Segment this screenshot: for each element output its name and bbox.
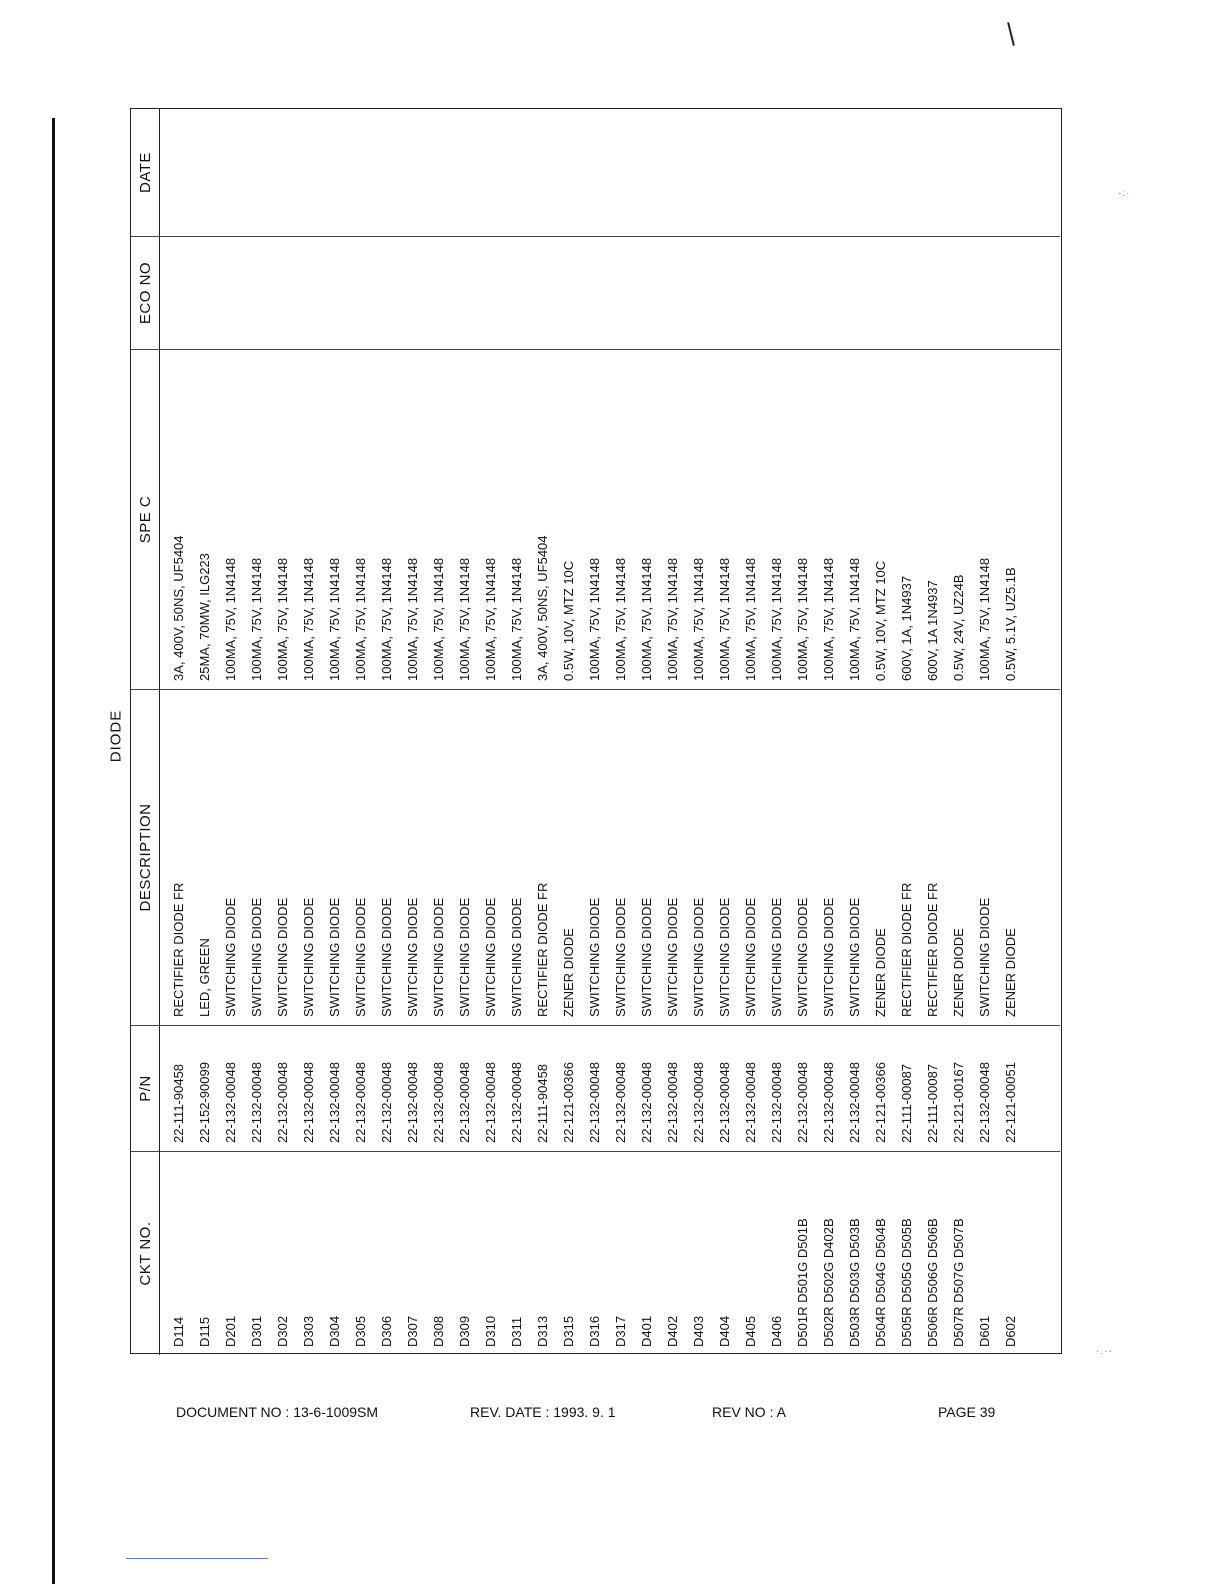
cell-ckt-no: D403 [691,1315,706,1347]
cell-description: SWITCHING DIODE [821,897,836,1017]
scan-speck: ·:· [1118,188,1131,199]
cell-ckt-no: D114 [171,1316,186,1347]
cell-ckt-no: D401 [639,1315,654,1347]
cell-pn: 22-111-90458 [171,1063,186,1143]
cell-spec: 600V, 1A, 1N4937 [899,575,914,681]
cell-description: SWITCHING DIODE [977,897,992,1017]
cell-spec: 100MA, 75V, 1N4148 [509,557,524,681]
cell-description: SWITCHING DIODE [431,897,446,1017]
table-header-row [131,109,160,1355]
cell-pn: 22-132-00048 [795,1062,810,1143]
cell-ckt-no: D115 [197,1316,212,1347]
cell-description: RECTIFIER DIODE FR [925,882,940,1017]
cell-description: SWITCHING DIODE [405,897,420,1017]
cell-pn: 22-132-00048 [275,1062,290,1143]
cell-ckt-no: D304 [327,1315,342,1347]
cell-ckt-no: D602 [1003,1315,1018,1347]
cell-pn: 22-132-00048 [639,1062,654,1143]
header-ckt-no: CKT NO. [131,1151,159,1355]
cell-spec: 100MA, 75V, 1N4148 [301,557,316,681]
cell-pn: 22-152-90099 [197,1062,212,1143]
cell-pn: 22-132-00048 [483,1062,498,1143]
cell-pn: 22-132-00048 [379,1062,394,1143]
cell-description: RECTIFIER DIODE FR [171,882,186,1017]
cell-spec: 600V, 1A 1N4937 [925,580,940,681]
cell-ckt-no: D316 [587,1315,602,1347]
header-eco-no: ECO NO [131,236,159,349]
cell-description: LED, GREEN [197,938,212,1017]
header-date: DATE [136,152,154,193]
cell-description: SWITCHING DIODE [613,897,628,1017]
cell-spec: 3A, 400V, 50NS, UF5404 [171,535,186,681]
cell-spec: 0.5W, 24V, UZ24B [951,574,966,681]
cell-spec: 100MA, 75V, 1N4148 [769,557,784,681]
cell-description: SWITCHING DIODE [769,897,784,1017]
cell-ckt-no: D317 [613,1315,628,1347]
column-eco-no [160,236,1060,349]
cell-ckt-no: D307 [405,1315,420,1347]
cell-spec: 100MA, 75V, 1N4148 [613,557,628,681]
cell-description: SWITCHING DIODE [639,897,654,1017]
cell-pn: 22-132-00048 [587,1062,602,1143]
cell-spec: 100MA, 75V, 1N4148 [405,557,420,681]
cell-description: SWITCHING DIODE [847,897,862,1017]
cell-pn: 22-132-00048 [691,1062,706,1143]
cell-pn: 22-132-00048 [613,1062,628,1143]
cell-ckt-no: D308 [431,1315,446,1347]
pen-mark [1007,22,1015,46]
cell-spec: 100MA, 75V, 1N4148 [431,557,446,681]
cell-ckt-no: D601 [977,1315,992,1347]
cell-pn: 22-132-00048 [769,1062,784,1143]
cell-pn: 22-132-00048 [223,1062,238,1143]
cell-ckt-no: D405 [743,1315,758,1347]
cell-ckt-no: D301 [249,1315,264,1347]
cell-pn: 22-132-00048 [457,1062,472,1143]
cell-ckt-no: D504R D504G D504B [873,1218,888,1347]
cell-ckt-no: D303 [301,1315,316,1347]
cell-description: SWITCHING DIODE [223,897,238,1017]
cell-ckt-no: D505R D505G D505B [899,1218,914,1347]
cell-spec: 100MA, 75V, 1N4148 [717,557,732,681]
cell-pn: 22-132-00048 [821,1062,836,1143]
cell-description: SWITCHING DIODE [587,897,602,1017]
underline-mark [126,1558,268,1559]
cell-pn: 22-121-00167 [951,1062,966,1143]
cell-spec: 100MA, 75V, 1N4148 [483,557,498,681]
cell-pn: 22-132-00048 [665,1062,680,1143]
scan-speck: ·.·‐ [1096,1346,1113,1357]
cell-pn: 22-132-00048 [249,1062,264,1143]
binding-edge-line [52,118,55,1584]
column-ckt-no [160,1151,1060,1355]
cell-description: SWITCHING DIODE [483,897,498,1017]
cell-description: SWITCHING DIODE [327,897,342,1017]
cell-ckt-no: D311 [509,1316,524,1347]
cell-ckt-no: D315 [561,1315,576,1347]
cell-spec: 0.5W, 10V, MTZ 10C [873,560,888,681]
cell-spec: 100MA, 75V, 1N4148 [379,557,394,681]
cell-description: SWITCHING DIODE [743,897,758,1017]
section-title: DIODE [107,709,125,763]
cell-ckt-no: D302 [275,1315,290,1347]
cell-spec: 100MA, 75V, 1N4148 [691,557,706,681]
cell-pn: 22-121-00366 [873,1062,888,1143]
cell-description: ZENER DIODE [561,928,576,1017]
cell-description: SWITCHING DIODE [509,897,524,1017]
cell-description: ZENER DIODE [1003,928,1018,1017]
revision-date: REV. DATE : 1993. 9. 1 [470,1404,616,1420]
column-date [160,109,1060,236]
column-spec [160,349,1060,689]
cell-ckt-no: D201 [223,1315,238,1347]
column-description [160,689,1060,1025]
cell-description: SWITCHING DIODE [795,897,810,1017]
cell-pn: 22-132-00048 [509,1062,524,1143]
header-spec: SPE C [131,349,159,689]
cell-pn: 22-132-00048 [431,1062,446,1143]
cell-spec: 3A, 400V, 50NS, UF5404 [535,535,550,681]
cell-pn: 22-121-00366 [561,1062,576,1143]
header-description: DESCRIPTION [131,689,159,1025]
cell-pn: 22-121-00051 [1003,1062,1018,1143]
cell-spec: 0.5W, 5.1V, UZ5.1B [1003,567,1018,681]
rotated-table-content [131,109,1063,1355]
cell-pn: 22-132-00048 [977,1062,992,1143]
parts-table [130,108,1062,1354]
cell-spec: 100MA, 75V, 1N4148 [821,557,836,681]
cell-ckt-no: D503R D503G D503B [847,1218,862,1347]
cell-pn: 22-111-00087 [899,1063,914,1143]
cell-pn: 22-132-00048 [847,1062,862,1143]
cell-description: ZENER DIODE [951,928,966,1017]
header-pn: P/N [131,1025,159,1151]
cell-description: SWITCHING DIODE [301,897,316,1017]
cell-description: SWITCHING DIODE [353,897,368,1017]
cell-pn: 22-132-00048 [327,1062,342,1143]
cell-description: SWITCHING DIODE [379,897,394,1017]
cell-spec: 100MA, 75V, 1N4148 [977,557,992,681]
cell-spec: 100MA, 75V, 1N4148 [795,557,810,681]
cell-pn: 22-132-00048 [405,1062,420,1143]
cell-spec: 100MA, 75V, 1N4148 [353,557,368,681]
cell-description: SWITCHING DIODE [249,897,264,1017]
cell-description: SWITCHING DIODE [457,897,472,1017]
cell-spec: 100MA, 75V, 1N4148 [847,557,862,681]
cell-ckt-no: D306 [379,1315,394,1347]
cell-description: SWITCHING DIODE [717,897,732,1017]
cell-pn: 22-132-00048 [717,1062,732,1143]
cell-ckt-no: D406 [769,1315,784,1347]
cell-ckt-no: D313 [535,1315,550,1347]
cell-description: RECTIFIER DIODE FR [535,882,550,1017]
page-number: PAGE 39 [938,1404,996,1420]
cell-pn: 22-132-00048 [301,1062,316,1143]
cell-spec: 100MA, 75V, 1N4148 [587,557,602,681]
cell-ckt-no: D404 [717,1315,732,1347]
cell-ckt-no: D502R D502G D402B [821,1218,836,1347]
cell-spec: 100MA, 75V, 1N4148 [327,557,342,681]
cell-description: SWITCHING DIODE [665,897,680,1017]
cell-spec: 100MA, 75V, 1N4148 [275,557,290,681]
cell-description: ZENER DIODE [873,928,888,1017]
cell-spec: 100MA, 75V, 1N4148 [743,557,758,681]
cell-spec: 100MA, 75V, 1N4148 [639,557,654,681]
cell-description: SWITCHING DIODE [275,897,290,1017]
cell-spec: 100MA, 75V, 1N4148 [223,557,238,681]
cell-ckt-no: D501R D501G D501B [795,1218,810,1347]
revision-number: REV NO : A [712,1404,786,1420]
cell-ckt-no: D309 [457,1315,472,1347]
cell-pn: 22-132-00048 [743,1062,758,1143]
document-number: DOCUMENT NO : 13-6-1009SM [176,1404,379,1420]
cell-pn: 22-111-90458 [535,1063,550,1143]
cell-ckt-no: D305 [353,1315,368,1347]
cell-spec: 100MA, 75V, 1N4148 [249,557,264,681]
cell-pn: 22-132-00048 [353,1062,368,1143]
cell-ckt-no: D507R D507G D507B [951,1218,966,1347]
cell-description: RECTIFIER DIODE FR [899,882,914,1017]
cell-spec: 25MA, 70MW, ILG223 [197,553,212,681]
cell-spec: 100MA, 75V, 1N4148 [457,557,472,681]
cell-pn: 22-111-00087 [925,1063,940,1143]
cell-ckt-no: D402 [665,1315,680,1347]
cell-ckt-no: D506R D506G D506B [925,1218,940,1347]
cell-spec: 0.5W, 10V, MTZ 10C [561,560,576,681]
cell-description: SWITCHING DIODE [691,897,706,1017]
column-pn [160,1025,1060,1151]
cell-spec: 100MA, 75V, 1N4148 [665,557,680,681]
cell-ckt-no: D310 [483,1315,498,1347]
